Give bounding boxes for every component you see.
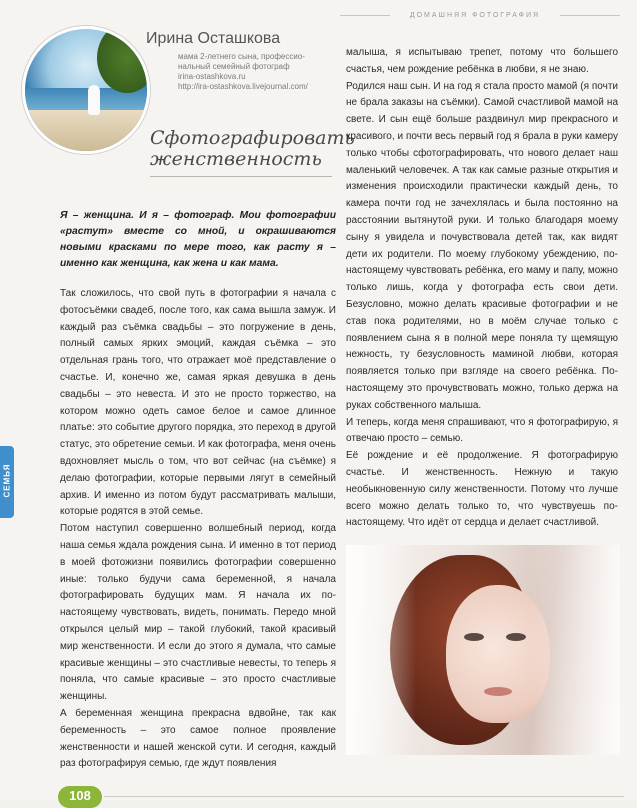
article-title-line: женственность [150, 148, 322, 170]
photo-eye [464, 633, 484, 641]
page-number: 108 [58, 786, 102, 808]
photo-lips [484, 687, 512, 696]
paragraph: Потом наступил совершенно волшебный период, когда наша семья ждала рождения сына. И именно в тот период в моей фотожизни появились фотографии совершенно иные: только будучи сама беременной, я начала фотографировать будущих мам. Я начала их по-настоящему чувствовать, видеть, понимать. Передо мной открылся целый мир – такой глубокий, такой красивый мир женственности. И если до этого я думала, что самые красивые женщины – это счастливые невесты, то теперь я поняла, что самые красивые – это просто счастливые женщины. [60, 523, 336, 703]
author-name: Ирина Осташкова [146, 30, 281, 47]
running-head: ДОМАШНЯЯ ФОТОГРАФИЯ [409, 12, 541, 19]
article-title-line: Сфотографировать [150, 127, 355, 149]
article-lead: Я – женщина. И я – фотограф. Мои фотографии «растут» вместе со мной, и окрашиваются новыми красками по мере того, как расту я – именно как женщина, как жена и как мама. [60, 210, 336, 269]
section-tab [0, 446, 14, 518]
paragraph: И теперь, когда меня спрашивают, что я фотографирую, я отвечаю просто – семью. [346, 416, 618, 445]
author-website[interactable]: irina-ostashkova.ru [178, 72, 246, 81]
paragraph: Так сложилось, что свой путь в фотографии я начала с фотосъёмки свадеб, после того, как сама вышла замуж. И каждый раз съёмка свадьбы – это погружение в день, полный самых ярких эмоций, каждая съёмка – это отдельная грань того, что отражает моё представление о счастье. И, конечно же, самая яркая девушка в день свадьбы – это невеста. И это не просто торжество, на котором можно одеть самое белое и самое длинное платье: это событие другого порядка, это переход в другой статус, это обретение семьи. И как фотографа, меня очень вдохновляет мысль о том, что вот сейчас (на съёмке) я делаю фотографии, которые первыми лягут в семейный архив. И именно из потом будут рассматривать малыши, которые родятся в этой семье. [60, 288, 336, 518]
title-rule [150, 176, 332, 177]
paragraph: А беременная женщина прекрасна вдвойне, так как беременность – это самое полное проявление женственности и нашей женской сути. И сегодня, каждый раз фотографируя семью, где ждут появления [60, 707, 336, 770]
paragraph: Родился наш сын. И на год я стала просто мамой (я почти не брала заказы на съёмки). Самой счастливой мамой на свете. И сын ещё больше раздвинул мир прекрасного и красивого, и почти весь первый год я брала в руки камеру только чтобы сфотографировать, что нового делает наш маленький человечек. А так как самые разные открытия и изменения происходили практически каждый день, то камера почти год не зачехлялась и была постоянно на расстоянии вытянутой руки. И только благодаря моему сыну я увидела и почувствовала детей так, как видят дети их родители. По моему глубокому убеждению, по-настоящему чувствовать ребёнка, его маму и папу, можно только лишь, когда у фотографа есть свои дети. Безусловно, можно делать красивые фотографии и не став пока родителями, но в моём случае только с появлением сына я в полной мере поняла ту щемящую нежность, ту безусловность маминой любви, которая появляется только при взгляде на своего ребёнка. По-настоящему это прочувствовать можно, только держа на руках собственного малыша. [346, 80, 618, 411]
section-tab-label: СЕМЬЯ [2, 463, 12, 498]
portrait-figure [88, 85, 100, 115]
right-column [346, 45, 618, 532]
photo-veil [346, 545, 416, 755]
author-portrait [22, 26, 150, 154]
header-rule-right [560, 15, 620, 16]
author-bio-line: мама 2-летнего сына, профессио- [178, 52, 305, 61]
footer-rule [104, 796, 624, 797]
article-title [150, 127, 355, 170]
paragraph: малыша, я испытываю трепет, потому что большего счастья, чем рождение ребёнка в любви, я не знаю. [346, 47, 618, 75]
author-bio [178, 52, 336, 92]
left-column [60, 286, 336, 773]
photo-eye [506, 633, 526, 641]
photo-veil [530, 545, 620, 755]
author-bio-line: нальный семейный фотограф [178, 62, 290, 71]
paragraph: Её рождение и её продолжение. Я фотографирую счастье. И женственность. Нежную и такую необыкновенную силу женственности. Потому что лучше всего можно делать только то, что чувствуешь по-настоящему. Что идёт от сердца и делает счастливой. [346, 450, 618, 529]
portrait-tree [97, 26, 150, 93]
portrait-sand [25, 110, 147, 151]
bride-photo [346, 545, 620, 755]
author-blog-link[interactable]: http://ira-ostashkova.livejournal.com/ [178, 82, 308, 91]
